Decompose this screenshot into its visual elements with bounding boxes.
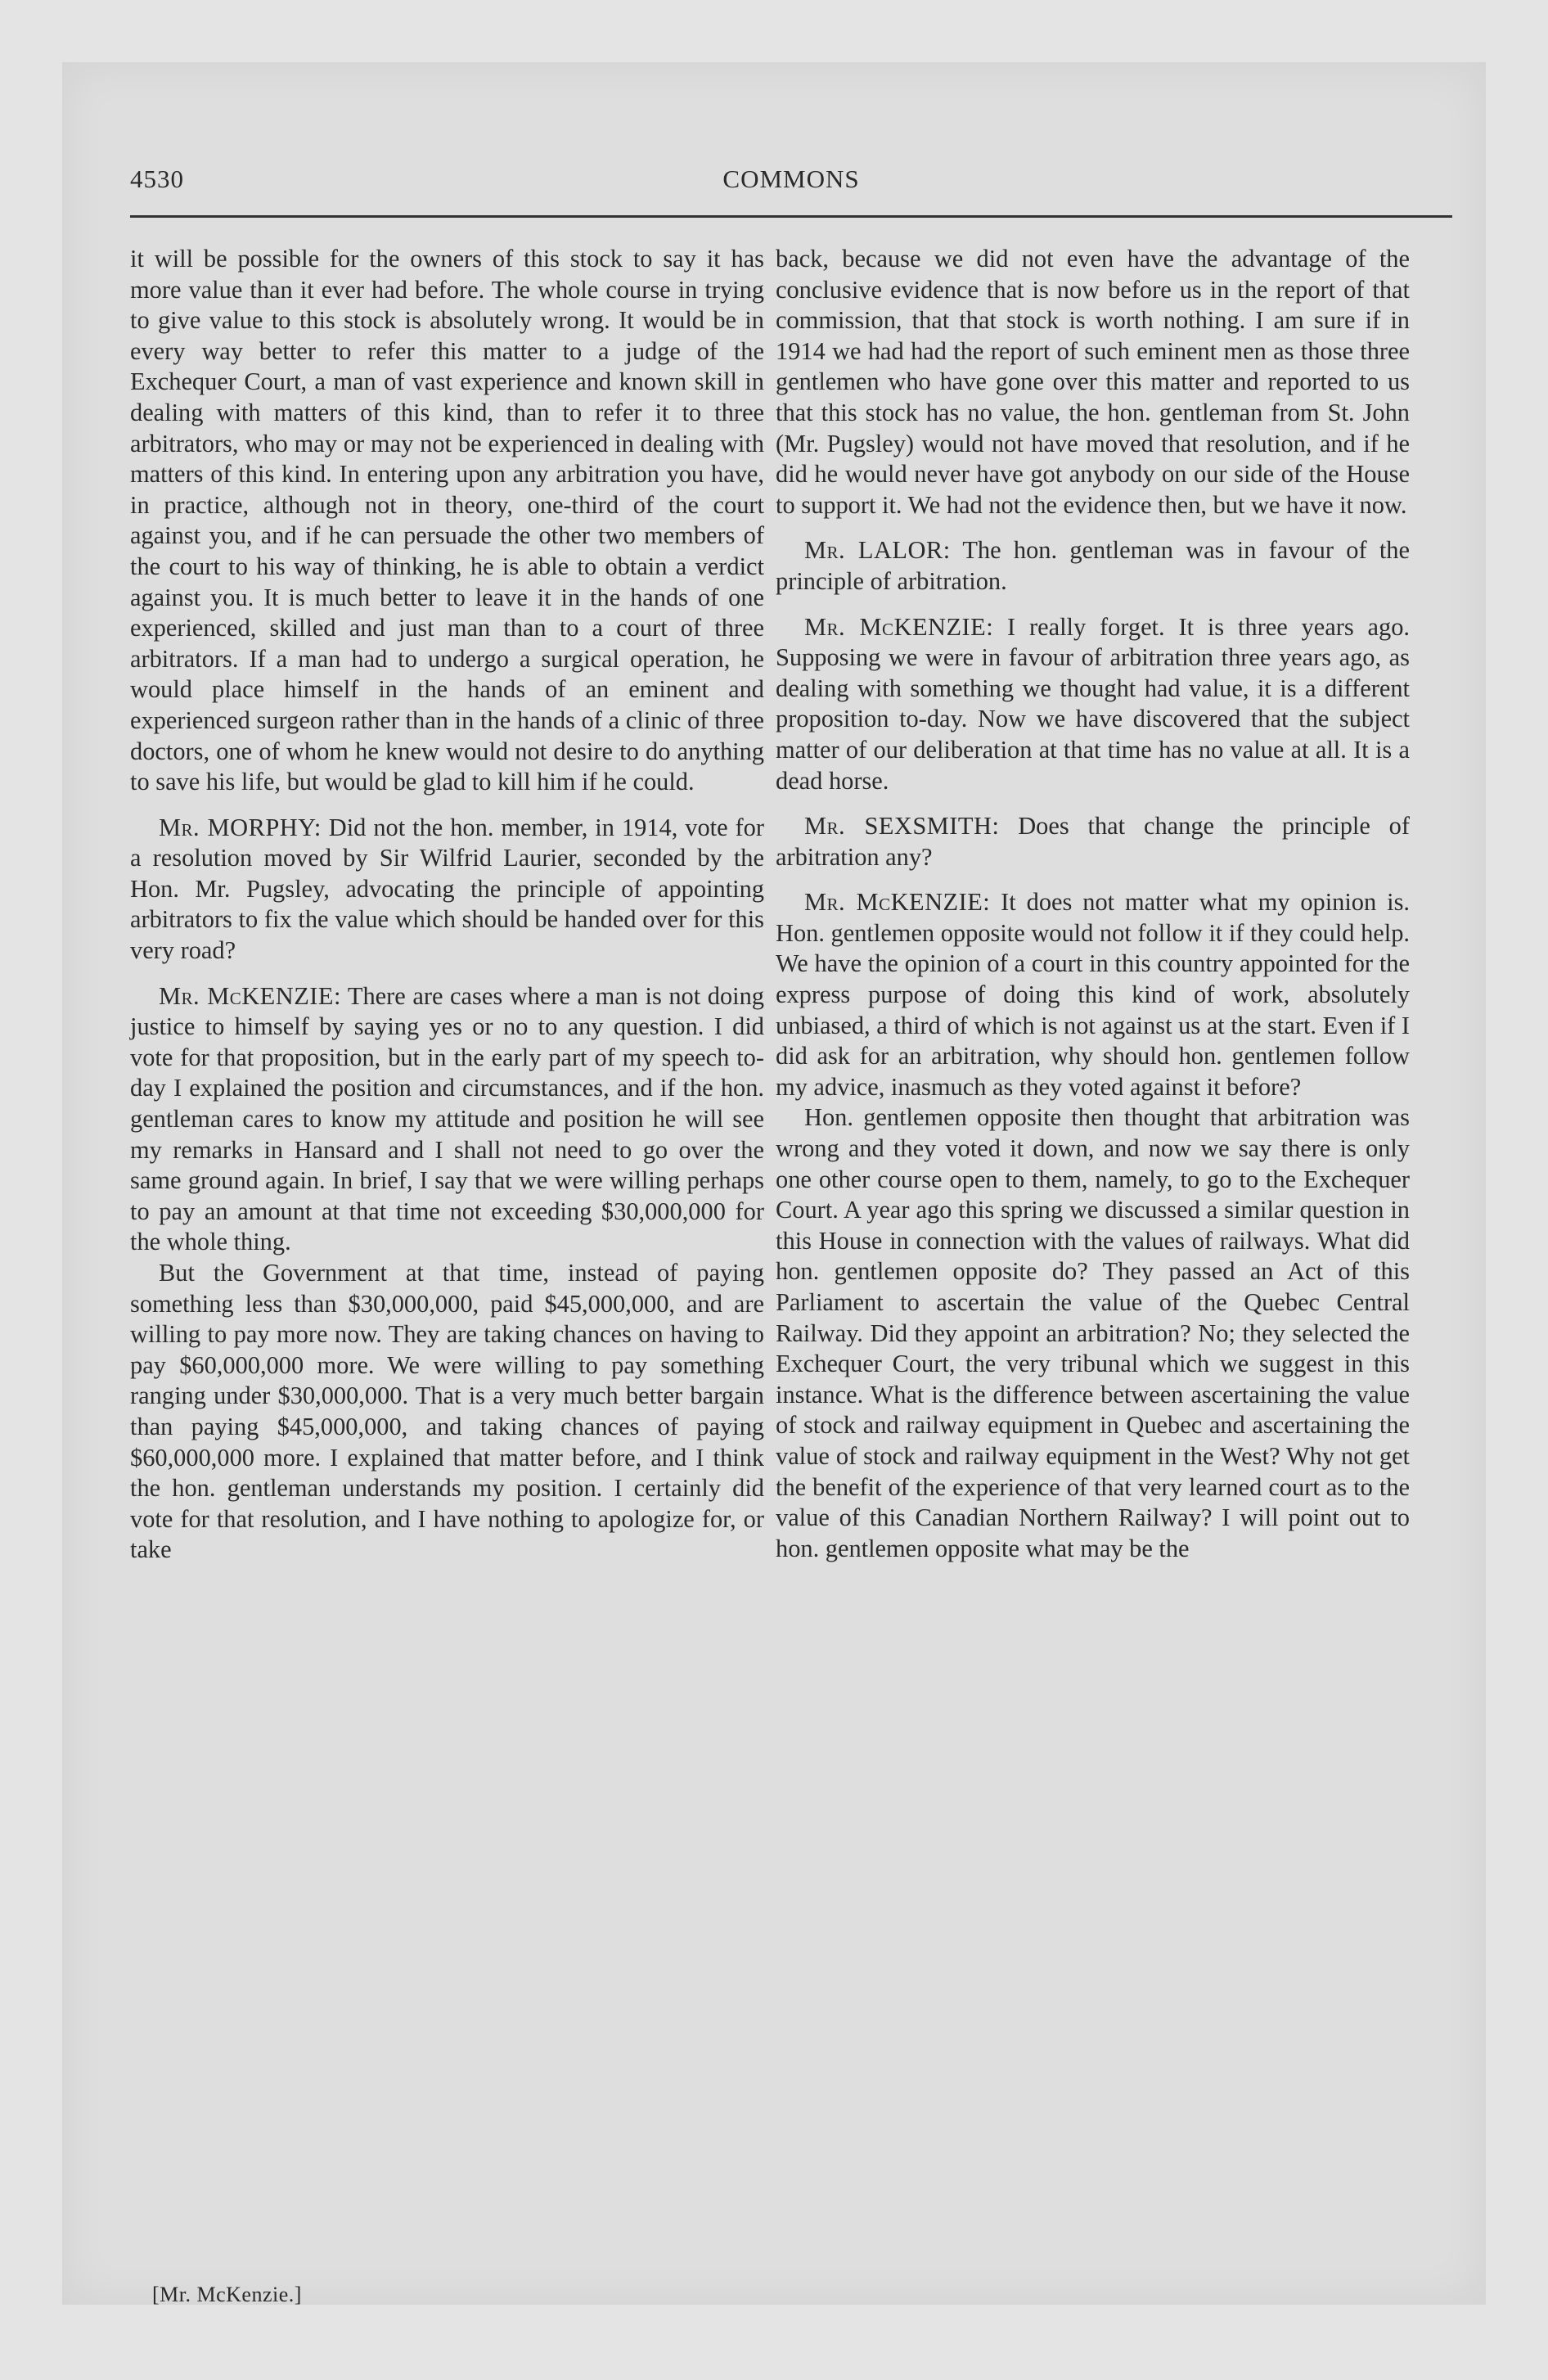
speaker-name: Mr. LALOR: [804, 536, 951, 565]
running-head: COMMONS [722, 165, 860, 193]
right-column [776, 244, 1410, 1564]
speech [776, 612, 1410, 797]
speaker-name: Mr. McKENZIE: [804, 888, 991, 917]
speech-text: It does not matter what my opinion is. Hon. gentlemen opposite would not follow it if they could help. We have the opinion of a court in this country appointed for the express purpose of doing this kind of work, absolutely unbiased, a third of which is not against us at the start. Even if I did ask for an arbitration, why should hon. gentlemen follow my advice, inasmuch as they voted against it before? [776, 888, 1410, 1101]
speaker-name: Mr. McKENZIE: [804, 612, 994, 641]
header-rule [130, 215, 1452, 218]
footer-signature: [Mr. McKenzie.] [152, 2283, 302, 2306]
speech [776, 535, 1410, 597]
page-number: 4530 [130, 165, 184, 193]
speech-text: Did not the hon. member, in 1914, vote for a resolution moved by Sir Wilfrid Laurier, seconded by the Hon. Mr. Pugsley, advocating the principle of appointing arbitrators to fix the value which should be handed over for this very road? [130, 813, 764, 965]
paragraph: it will be possible for the owners of this stock to say it has more value than it ever had before. The whole course in trying to give value to this stock is absolutely wrong. It would be in every way better to refer this matter to a judge of the Exchequer Court, a man of vast experience and known skill in dealing with matters of this kind, than to refer it to three arbitrators, who may or may not be experienced in dealing with matters of this kind. In entering upon any arbitration you have, in practice, although not in theory, one-third of the court against you, and if he can persuade the other two members of the court to his way of thinking, he is able to obtain a verdict against you. It is much better to leave it in the hands of one experienced, skilled and just man than to a court of three arbitrators. If a man had to undergo a surgical operation, he would place himself in the hands of an eminent and experienced surgeon rather than in the hands of a clinic of three doctors, one of whom he knew would not desire to do anything to save his life, but would be glad to kill him if he could. [130, 245, 764, 796]
speech [130, 813, 764, 967]
speaker-name: Mr. MORPHY: [159, 813, 322, 841]
speech [776, 887, 1410, 1102]
speech-text: The hon. gentleman was in favour of the principle of arbitration. [776, 536, 1410, 595]
speech-text: There are cases where a man is not doing justice to himself by saying yes or no to any question. I did vote for that proposition, but in the early part of my speech to-day I explained the position and circumstances, and if the hon. gentleman cares to know my attitude and position he will see my remarks in Hansard and I shall not need to go over the same ground again. In brief, I say that we were willing perhaps to pay an amount at that time not exceeding $30,000,000 for the whole thing. [130, 981, 764, 1256]
paragraph: But the Government at that time, instead of paying something less than $30,000,000, paid $45,000,000, and are willing to pay more now. They are taking chances on having to pay $60,000,000 more. We were willing to pay something ranging under $30,000,000. That is a very much better bargain than paying $45,000,000, and taking chances of paying $60,000,000 more. I explained that matter before, and I think the hon. gentleman understands my position. I certainly did vote for that resolution, and I have nothing to apologize for, or take [130, 1259, 764, 1564]
speech-text: I really forget. It is three years ago. Supposing we were in favour of arbitration three years ago, as dealing with something we thought had value, it is a different proposition to-day. Now we have discovered that the subject matter of our deliberation at that time has no value at all. It is a dead horse. [776, 612, 1410, 795]
speech [776, 811, 1410, 872]
speaker-name: Mr. McKENZIE: [159, 981, 341, 1010]
speech-text: Does that change the principle of arbitration any? [776, 812, 1410, 871]
left-column [130, 244, 764, 1566]
speech [130, 981, 764, 1258]
paragraph: back, because we did not even have the advantage of the conclusive evidence that is now before us in the report of that commission, that that stock is worth nothing. I am sure if in 1914 we had had the report of such eminent men as those three gentlemen who have gone over this matter and reported to us that this stock has no value, the hon. gentleman from St. John (Mr. Pugsley) would not have moved that resolution, and if he did he would never have got anybody on our side of the House to support it. We had not the evidence then, but we have it now. [776, 245, 1410, 519]
page [62, 62, 1486, 2305]
paragraph: Hon. gentlemen opposite then thought that arbitration was wrong and they voted it down, and now we say there is only one other course open to them, namely, to go to the Exchequer Court. A year ago this spring we discussed a similar question in this House in connection with the values of railways. What did hon. gentlemen opposite do? They passed an Act of this Parliament to ascertain the value of the Quebec Central Railway. Did they appoint an arbitration? No; they selected the Exchequer Court, the very tribunal which we suggest in this instance. What is the difference between ascertaining the value of stock and railway equipment in Quebec and ascertaining the value of stock and railway equipment in the West? Why not get the benefit of the experience of that very learned court as to the value of this Canadian Northern Railway? I will point out to hon. gentlemen opposite what may be the [776, 1103, 1410, 1562]
page-header [130, 156, 1452, 205]
speaker-name: Mr. SEXSMITH: [804, 812, 1000, 841]
